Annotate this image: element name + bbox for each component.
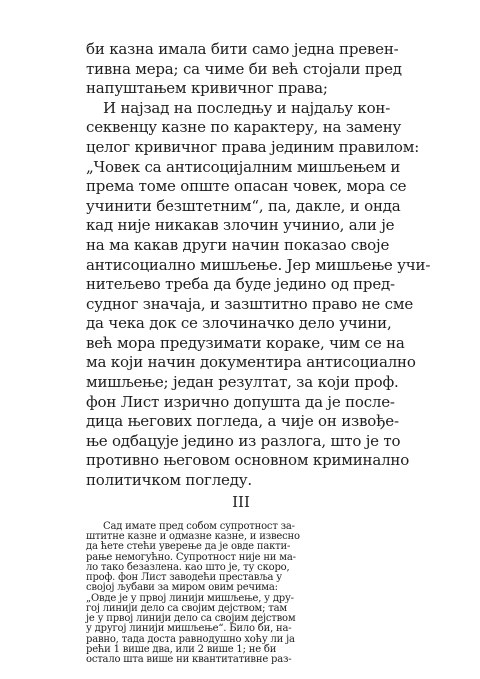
text-line: политичком погледу. [86, 471, 252, 489]
text-line: рање немогућно. Супротност није ни ма- [86, 552, 296, 563]
text-line: већ мора предузимати кораке, чим се на [86, 334, 405, 352]
text-line: нитељево треба да буде једино од пред- [86, 275, 395, 293]
text-line: проф. фон Лист заводећи преставља у [86, 572, 282, 583]
text-line: је у првој линији дело са својим дејством [86, 613, 296, 624]
text-line: „Човек са антисоцијалним мишљењем и [86, 158, 401, 176]
text-line: штитне казне и одмазне казне, и извесно [86, 531, 300, 542]
text-line: у другој линији мишљење“. Било би, на- [86, 623, 292, 634]
text-line: ње одбацује једино из разлога, што је то [86, 432, 401, 450]
text-line: „Овде је у првој линији мишљење, у дру- [86, 593, 294, 604]
text-line: напуштањем кривичног права; [86, 79, 328, 97]
text-line: својој љубави за миром овим речима: [86, 582, 278, 593]
text-line: учинити безштетним“, па, дакле, и онда [86, 197, 401, 215]
text-line: целог кривичног права јединим правилом: [86, 138, 420, 156]
text-line: да ћете стећи уверење да је овде пакти- [86, 541, 291, 552]
text-line: секвенцу казне по карактеру, на замену [86, 118, 402, 136]
text-line: према томе опште опасан човек, мора се [86, 177, 407, 195]
text-line: ма који начин документира антисоциално [86, 353, 416, 371]
text-line: дица његових погледа, а чије он извође- [86, 412, 399, 430]
text-line: фон Лист изрично допушта да је после- [86, 393, 395, 411]
text-line: судног значаја, и зазштитно право не сме [86, 295, 414, 313]
text-line: би казна имала бити само једна превен- [86, 40, 399, 58]
text-line: мишљење; један резултат, за који проф. [86, 373, 399, 391]
paragraph-start-line: И најзад на последњу и најдаљу кон- [103, 99, 391, 117]
text-line: антисоциално мишљење. Јер мишљење учи- [86, 256, 431, 274]
text-line: кад није никакав злочин учинио, али је [86, 216, 395, 234]
paragraph-start-line: Сад имате пред собом супротност за- [103, 521, 295, 532]
text-line: гој линији дело са својим дејством; там [86, 603, 287, 614]
text-line: равно, тада доста равнодушно хоћу ли ја [86, 634, 295, 645]
text-line: тивна мера; са чиме би већ стојали пред [86, 60, 402, 78]
section-heading: III [232, 493, 250, 511]
text-line: на ма какав други начин показао своје [86, 236, 390, 254]
text-line: противно његовом основном криминално [86, 451, 410, 469]
text-line: ло тако безазлена. као што је, ту скоро, [86, 562, 290, 573]
text-line: остало шта више ни квантитативне раз- [86, 654, 292, 665]
text-line: рећи 1 више два, или 2 више 1; не би [86, 644, 277, 655]
text-line: да чека док се злочиначко дело учини, [86, 314, 392, 332]
